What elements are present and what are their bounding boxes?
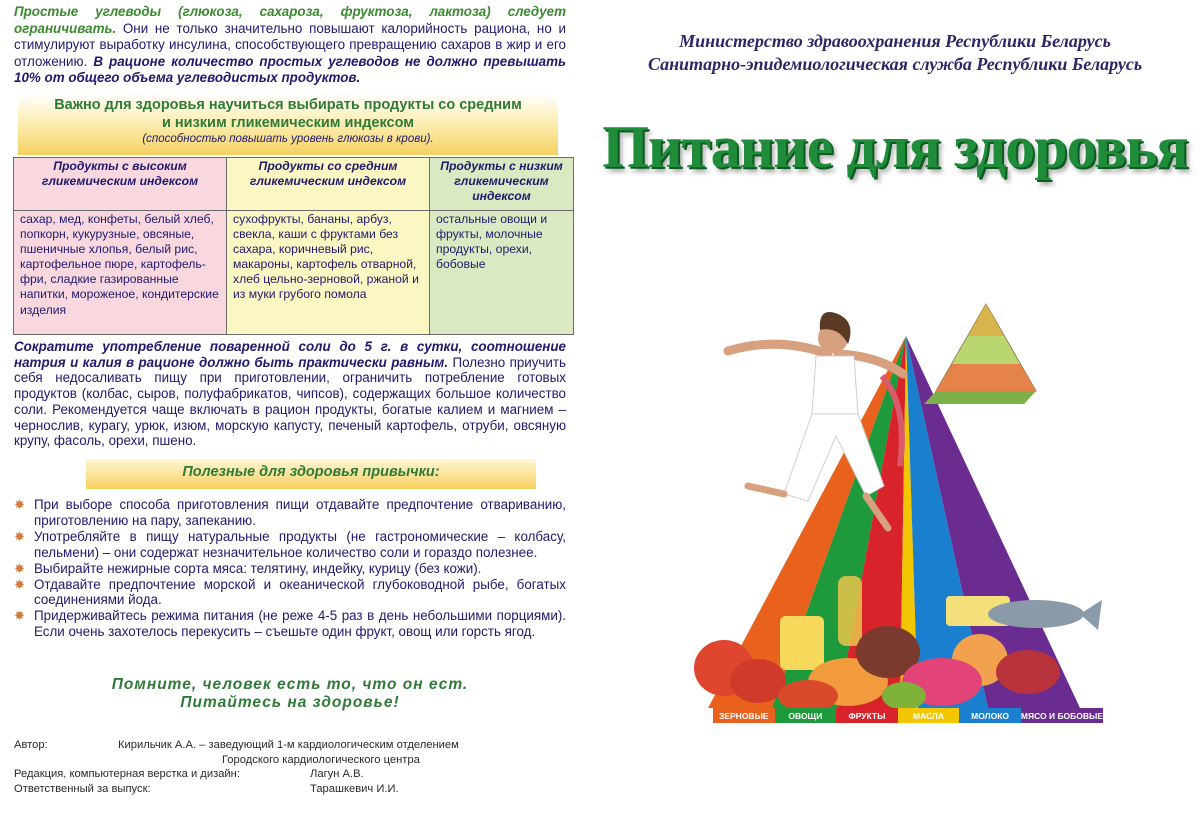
star-bullet-icon: ✸	[14, 497, 25, 512]
gi-banner-title-line2: и низким гликемическим индексом	[161, 114, 415, 131]
ministry-header	[600, 30, 1190, 76]
credits-editor-row	[14, 767, 574, 782]
habit-text: При выборе способа приготовления пищи отдавайте предпочтение отвариванию, приготовлению на пару, запеканию.	[34, 497, 566, 528]
food-group-fruits: ФРУКТЫ	[836, 708, 898, 723]
habit-text: Выбирайте нежирные сорта мяса: телятину, индейку, курицу (без кожи).	[34, 560, 482, 576]
gi-table-row	[14, 211, 574, 335]
credits-author-row	[14, 738, 574, 753]
left-page	[0, 0, 580, 820]
star-bullet-icon: ✸	[14, 576, 25, 592]
motto-line1: Помните, человек есть то, что он ест.	[111, 676, 469, 693]
carbs-paragraph	[14, 4, 566, 87]
editor-label: Редакция, компьютерная верстка и дизайн:	[14, 768, 240, 781]
author-value: Кирильчик А.А. – заведующий 1-м кардиологическим отделением	[118, 739, 459, 751]
food-groups-bar	[713, 708, 1103, 723]
editor-value: Лагун А.В.	[310, 768, 364, 781]
food-pyramid-illustration	[688, 296, 1108, 726]
credits-author-row2	[14, 753, 574, 768]
habits-title: Полезные для здоровья привычки:	[86, 459, 536, 489]
gi-banner	[18, 93, 558, 155]
habit-text: Употребляйте в пищу натуральные продукты (не гастрономические – колбасу, пельмени) – они содержат незначительное количество соли и гораздо полезнее.	[34, 528, 566, 560]
author-value-line2: Городского кардиологического центра	[222, 753, 420, 766]
credits	[14, 738, 574, 796]
gi-cell-low: остальные овощи и фрукты, молочные продукты, орехи, бобовые	[430, 211, 574, 335]
motto	[40, 676, 540, 712]
gi-banner-title	[18, 93, 558, 132]
star-bullet-icon: ✸	[14, 560, 25, 576]
food-group-meat-beans: МЯСО И БОБОВЫЕ	[1021, 708, 1103, 723]
habit-text: Придерживайтесь режима питания (не реже 4-5 раз в день небольшими порциями). Если очень захотелось перекусить – съешьте один фрукт, овощ или горсть ягод.	[34, 608, 566, 640]
food-group-oils: МАСЛА	[898, 708, 960, 723]
gi-cell-medium: сухофрукты, бананы, арбуз, свекла, каши с фруктами без сахара, коричневый рис, макароны, картофель отварной, хлеб цельно-зерновой, ржаной и из муки грубого помола	[227, 211, 430, 335]
gi-table-header-row	[14, 158, 574, 211]
salt-paragraph	[14, 339, 566, 449]
list-item	[14, 529, 566, 561]
star-bullet-icon: ✸	[14, 608, 25, 624]
credits-release-row	[14, 782, 574, 797]
author-label: Автор:	[14, 739, 48, 751]
list-item	[14, 497, 566, 529]
ministry-line2: Санитарно-эпидемиологическая служба Республики Беларусь	[647, 54, 1143, 74]
list-item	[14, 577, 566, 609]
gi-header-low: Продукты с низким гликемическим индексом	[430, 158, 574, 211]
salt-text: Полезно приучить себя недосаливать пищу при приготовлении, ограничить потребление готовых продуктов (колбас, сыров, полуфабрикатов, чипсов), содержащих большое количество соли. Рекомендуется чаще включать в рацион продукты, богатые калием и магнием – чернослив, курагу, урюк, изюм, морскую капусту, печеный картофель, отруби, овсяную крупу, фасоль, орехи, пшено.	[14, 354, 567, 449]
carbs-emphasis: В рационе количество простых углеводов не должно превышать 10% от общего объема углеводистых продуктов.	[14, 53, 566, 86]
gi-table	[13, 157, 574, 335]
motto-line2: Питайтесь на здоровье!	[180, 694, 400, 711]
gi-banner-title-line1: Важно для здоровья научиться выбирать продукты со средним	[54, 97, 522, 113]
food-group-vegetables: ОВОЩИ	[775, 708, 837, 723]
cover-title: Питание для здоровья	[602, 114, 1188, 180]
release-label: Ответственный за выпуск:	[14, 782, 151, 795]
gi-cell-high: сахар, мед, конфеты, белый хлеб, попкорн, кукурузные, овсяные, пшеничные хлопья, белый рис, картофельное пюре, картофель-фри, сладкие газированные напитки, мороженое, кондитерские изделия	[14, 211, 227, 335]
carbs-text: Они не только значительно повышают калорийность рациона, но и стимулируют выработку инсулина, способствующего превращению сахаров в жир и его отложению.	[14, 20, 566, 69]
gi-banner-subtitle: (способностью повышать уровень глюкозы в крови).	[142, 133, 434, 145]
cover-page	[600, 0, 1200, 820]
food-group-milk: МОЛОКО	[959, 708, 1021, 723]
list-item	[14, 608, 566, 640]
gi-header-high: Продукты с высоким гликемическим индексом	[14, 158, 227, 211]
habit-text: Отдавайте предпочтение морской и океанической глубоководной рыбе, богатых соединениями йода.	[34, 576, 566, 608]
food-group-grains: ЗЕРНОВЫЕ	[713, 708, 775, 723]
mini-pyramid-icon	[924, 304, 1036, 404]
star-bullet-icon: ✸	[14, 528, 25, 544]
habits-list	[14, 497, 566, 640]
ministry-line1: Министерство здравоохранения Республики Беларусь	[679, 31, 1111, 51]
salt-emphasis: Сократите употребление поваренной соли до 5 г. в сутки, соотношение натрия и калия в рационе должно быть практически равным.	[14, 339, 566, 370]
list-item	[14, 561, 566, 577]
gi-header-medium: Продукты со средним гликемическим индексом	[227, 158, 430, 211]
carbs-highlight: Простые углеводы (глюкоза, сахароза, фруктоза, лактоза) следует ограничивать.	[14, 4, 566, 36]
release-value: Тарашкевич И.И.	[310, 782, 399, 795]
